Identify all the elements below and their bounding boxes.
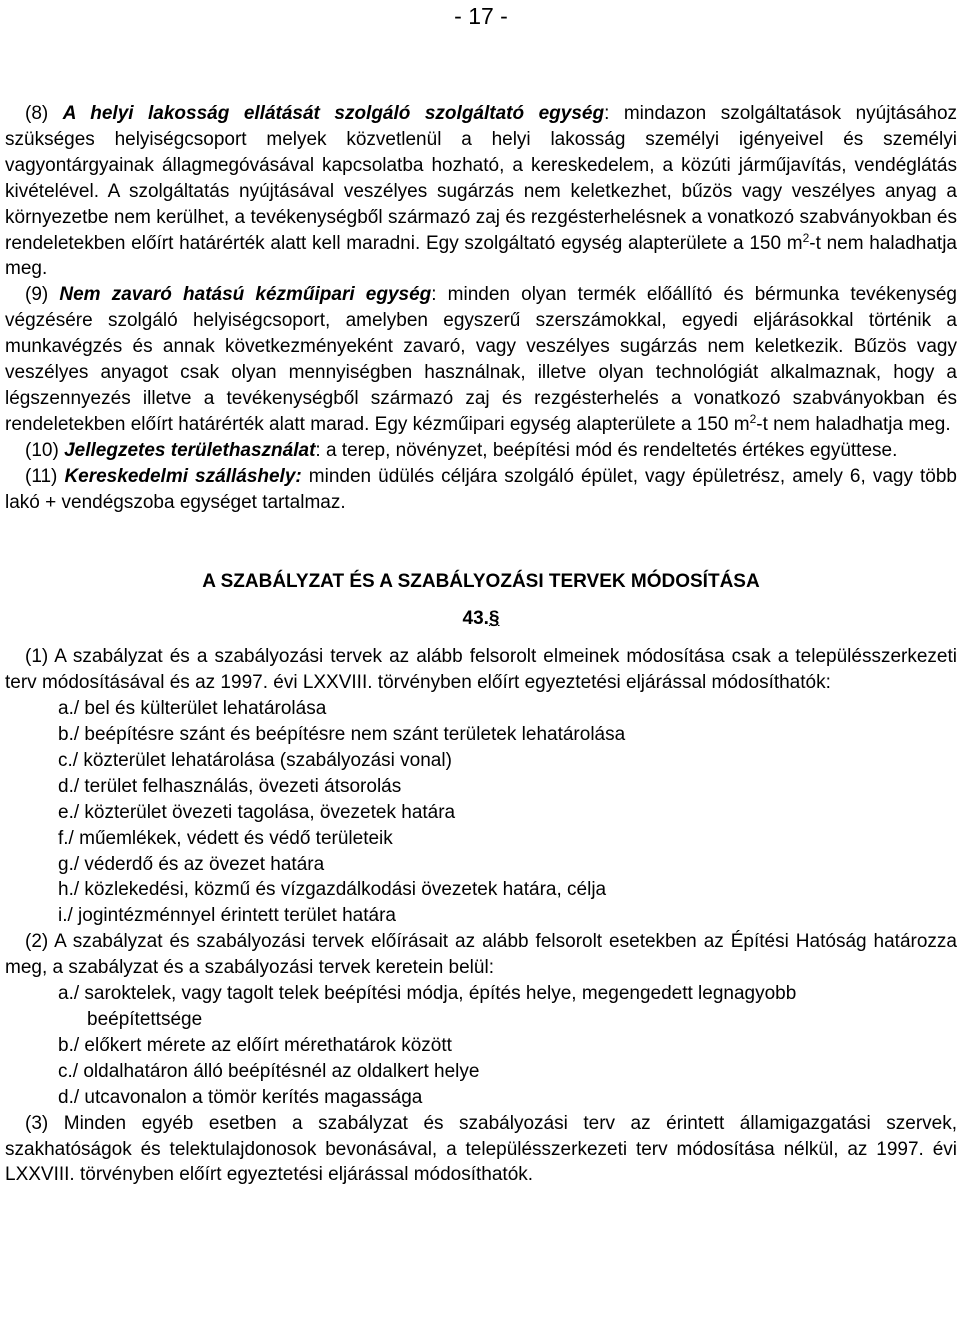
- paragraph-1: (1) A szabályzat és a szabályozási tervek az alább felsorolt elmeinek módosítása csak a településszerkezeti terv módosításával és az 1997. évi LXXVIII. törvényben előírt egyeztetési eljárással módosíthatók:: [5, 646, 957, 694]
- list-item: a./ bel és külterület lehatárolása: [58, 698, 327, 720]
- list-item: [5, 1085, 957, 1111]
- section-number-value: 43.: [462, 608, 489, 630]
- list-item-text: d./ utcavonalon a tömör kerítés magassága: [58, 1086, 423, 1108]
- list-item-text: b./ előkert mérete az előírt mérethatárok között: [58, 1034, 452, 1056]
- def9-superscript: 2: [749, 411, 757, 426]
- def8-number: (8): [25, 103, 49, 124]
- list-item: [5, 1059, 957, 1085]
- def8-term: A helyi lakosság ellátását szolgáló szolgáltató egység: [62, 103, 605, 124]
- def8-superscript: 2: [802, 230, 810, 245]
- list-item: c./ közterület lehatárolása (szabályozási vonal): [58, 749, 452, 771]
- def9-term: Nem zavaró hatású kézműipari egység: [59, 284, 432, 306]
- section-number: [5, 606, 957, 632]
- page-number: - 17 -: [454, 3, 508, 29]
- section-heading: A SZABÁLYZAT ÉS A SZABÁLYOZÁSI TERVEK MÓDOSÍTÁSA: [202, 570, 760, 592]
- list-item-text: c./ oldalhatáron álló beépítésnél az oldalkert helye: [58, 1060, 480, 1082]
- list-item-continuation: beépítettsége: [87, 1009, 203, 1030]
- def9-text-end: -t nem haladhatja meg.: [756, 413, 951, 435]
- document-page: [5, 0, 957, 1188]
- list-item: [5, 981, 957, 1033]
- def10-number: (10): [25, 439, 59, 461]
- definition-11: [5, 464, 957, 516]
- definition-8: [5, 101, 957, 282]
- def9-number: (9): [25, 284, 49, 306]
- section-sign: §: [488, 608, 500, 630]
- list-item: d./ terület felhasználás, övezeti átsorolás: [58, 775, 402, 797]
- list-item: g./ véderdő és az övezet határa: [58, 853, 325, 875]
- list-item: e./ közterület övezeti tagolása, övezetek határa: [58, 801, 456, 823]
- paragraph-3: (3) Minden egyéb esetben a szabályzat és szabályozási terv az érintett államigazgatási szervek, szakhatóságok és telektulajdonosok bevonásával, a településszerkezeti terv módosítása nélkül, az 1997. évi LXXVIII. törvényben előírt egyeztetési eljárással módosíthatók.: [5, 1112, 957, 1186]
- def8-text: : mindazon szolgáltatások nyújtásához szükséges helyiségcsoport melyek közvetlenül a helyi lakosság személyi igényeivel és személyi vagyontárgyainak állagmegóvásával kapcsolatba hozható, a kereskedelem, a közúti járműjavítás, vendéglátás kivételével. A szolgáltatás nyújtásával veszélyes sugárzás nem keletkezhet, bűzös vagy veszélyes anyag a környezetbe nem kerülhet, a tevékenységből származó zaj és rezgésterhelésnek a vonatkozó szabványokban és rendeletekben előírt határérték alatt kell maradni. Egy szolgáltató egység alapterülete a 150 m: [5, 103, 958, 254]
- list-item: h./ közlekedési, közmű és vízgazdálkodási övezetek határa, célja: [58, 879, 607, 901]
- list-item: [5, 1033, 957, 1059]
- def11-text: minden üdülés céljára szolgáló épület, vagy épületrész, amely 6, vagy több lakó + vendégszoba egységet tartalmaz.: [5, 465, 957, 513]
- def11-number: (11): [25, 465, 58, 487]
- list-item: i./ jogintézménnyel érintett terület határa: [58, 905, 396, 927]
- list-2: [5, 981, 957, 1111]
- def10-text: : a terep, növényzet, beépítési mód és rendeltetés értékes együttese.: [315, 439, 898, 461]
- definition-10: [5, 438, 957, 464]
- def10-term: Jellegzetes területhasználat: [64, 439, 316, 461]
- list-1: [5, 696, 957, 929]
- paragraph-2: (2) A szabályzat és szabályozási tervek előírásait az alább felsorolt esetekben az Építési Hatóság határozza meg, a szabályzat és a szabályozási tervek keretein belül:: [5, 931, 957, 979]
- definition-9: [5, 282, 957, 437]
- def8-text-end: -t nem haladhatja meg.: [5, 232, 957, 280]
- list-item: b./ beépítésre szánt és beépítésre nem szánt területek lehatárolása: [58, 724, 626, 746]
- def9-text: : minden olyan termék előállító és bérmunka tevékenység végzésére szolgáló helyiségcsoport, amelyben egyszerű szerszámokkal, egyedi eljárásokkal történik a munkavégzés és annak következményeként zavaró, vagy veszélyes sugárzás nem keletkezik. Bűzös vagy veszélyes anyagot csak olyan mennyiségben használnak, illetve olyan technológiát alkalmaznak, hogy a légszennyezés illetve a tevékenységből származó zaj és rezgésterhelés a vonatkozó szabványokban és rendeletekben előírt határérték alatt marad. Egy kézműipari egység alapterülete a 150 m: [5, 284, 957, 435]
- list-item: f./ műemlékek, védett és védő területeik: [58, 827, 393, 849]
- list-item-text: a./ saroktelek, vagy tagolt telek beépítési módja, építés helye, megengedett legnagyobb: [58, 983, 797, 1005]
- def11-term: Kereskedelmi szálláshely:: [64, 465, 302, 487]
